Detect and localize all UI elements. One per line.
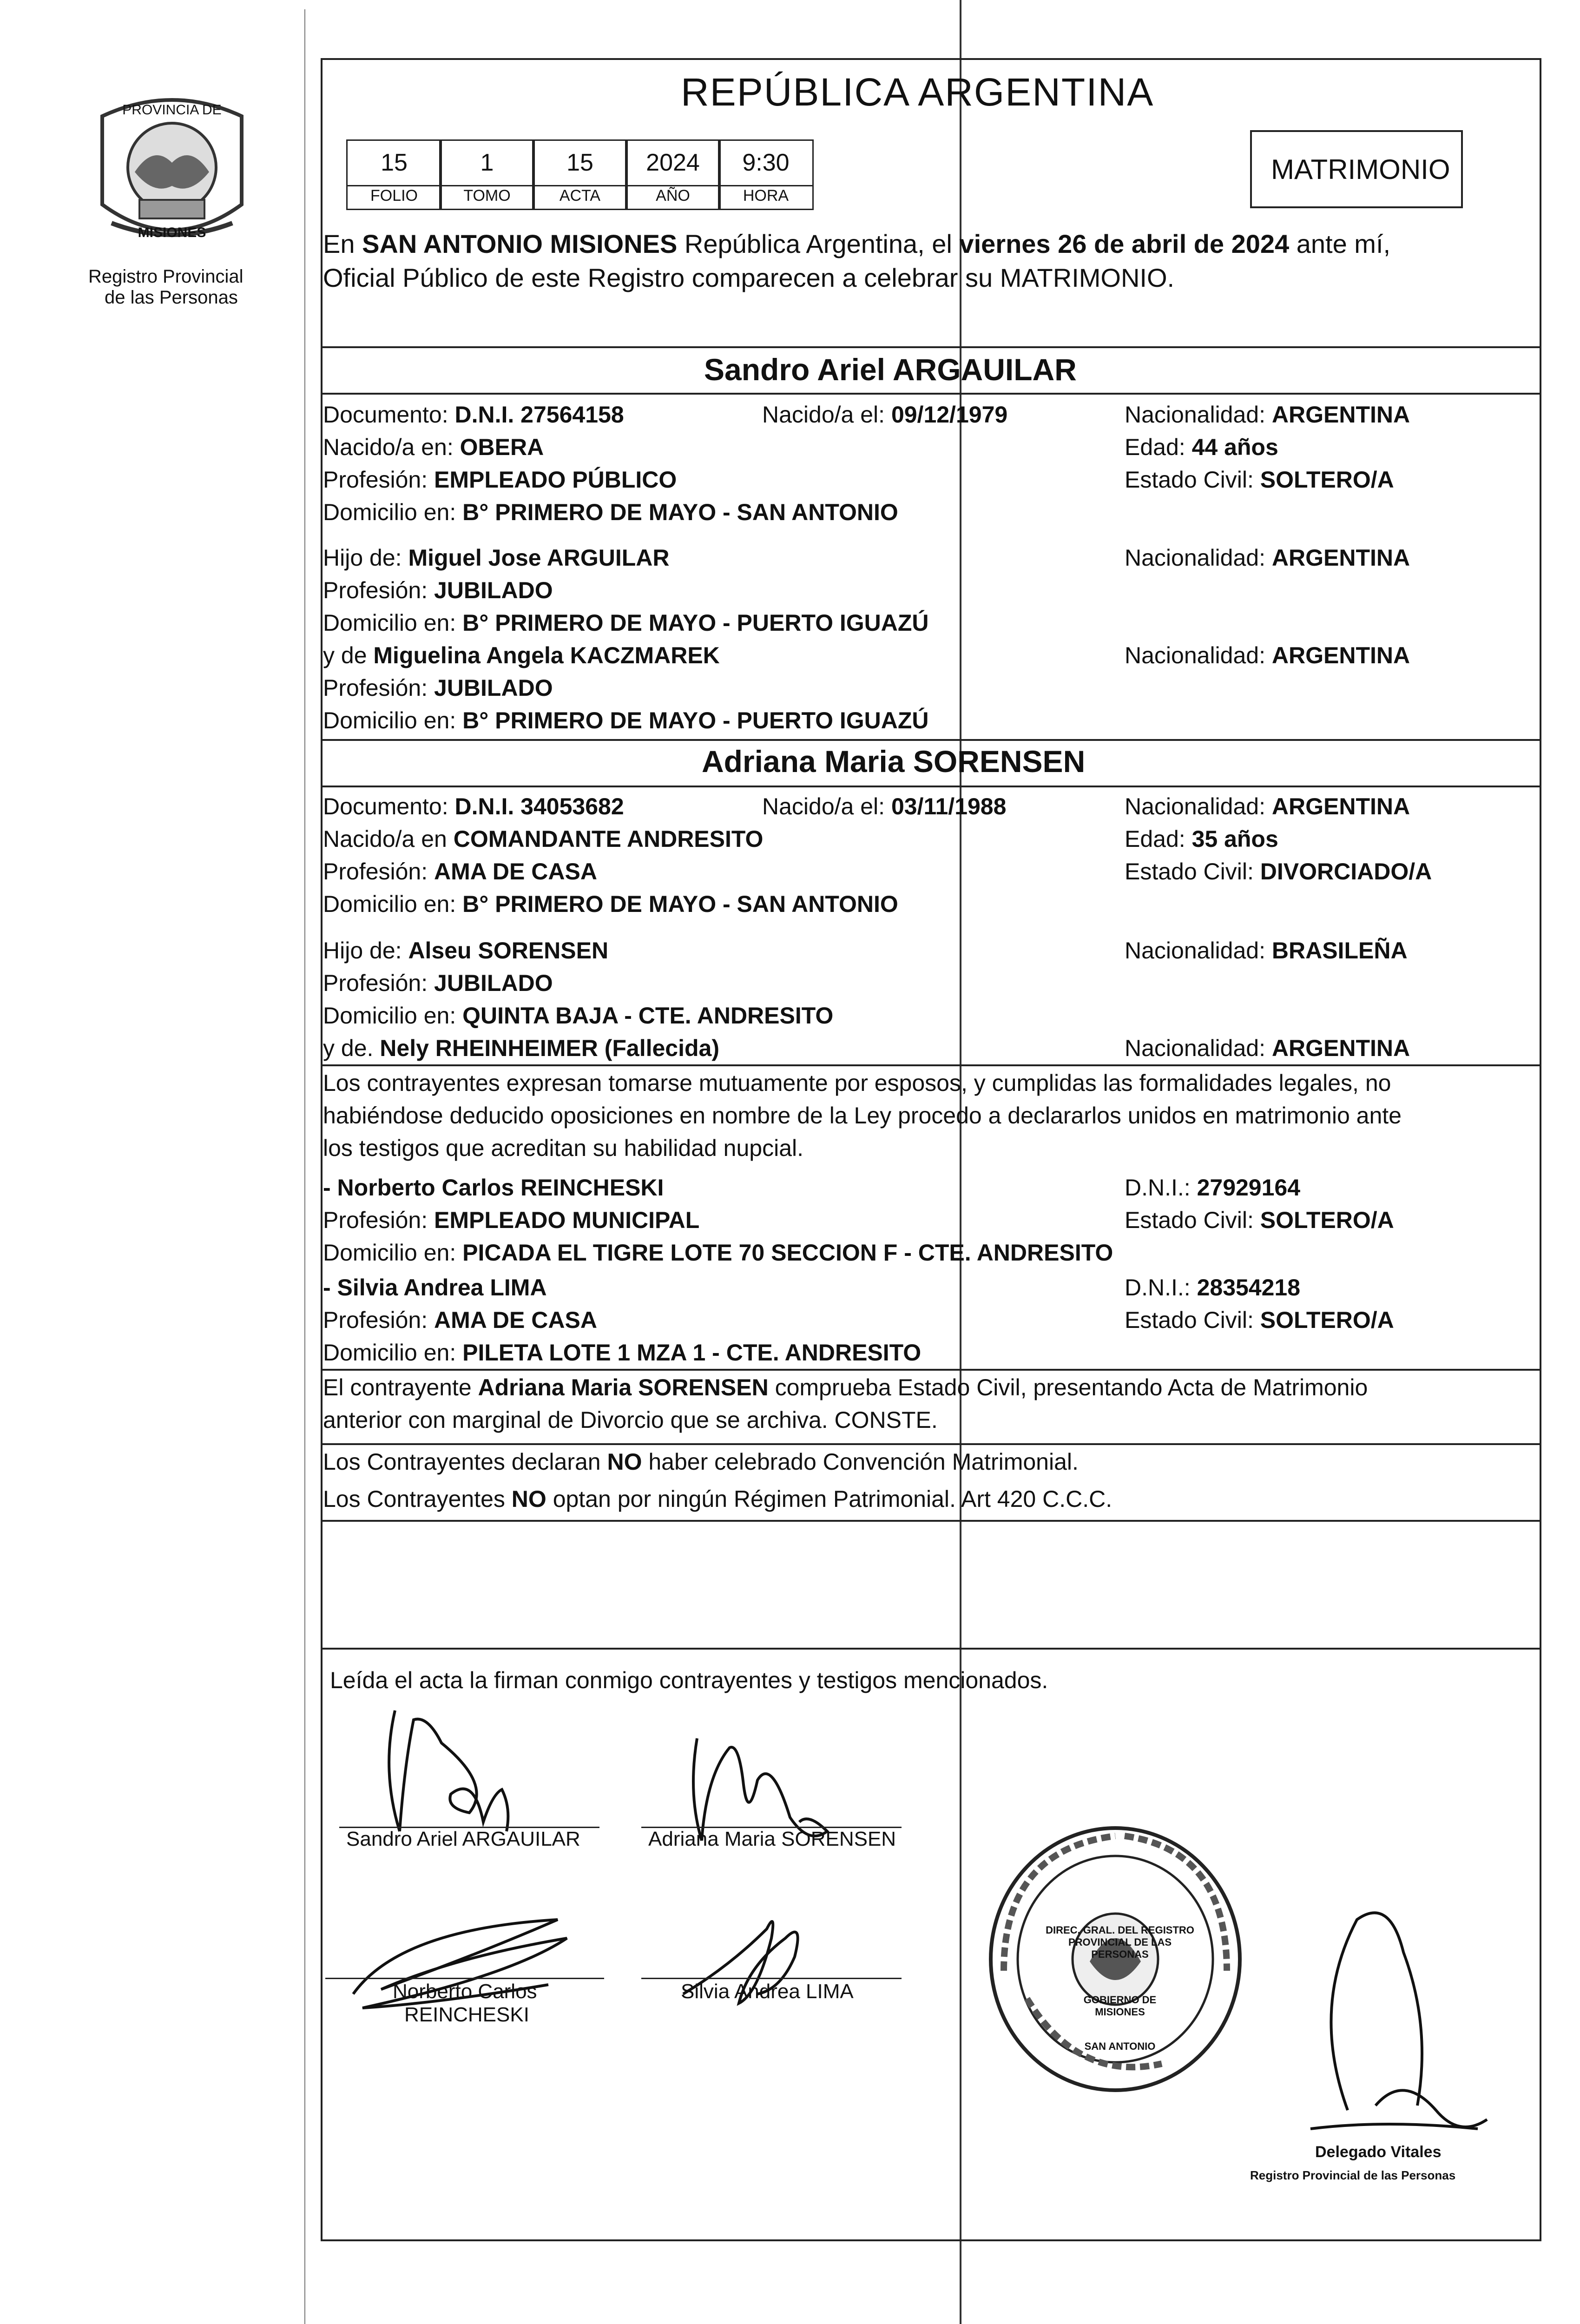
rule-c1-name <box>321 393 1540 395</box>
c1-civil: Estado Civil: SOLTERO/A <box>1125 467 1394 493</box>
c1-mother-nat: Nacionalidad: ARGENTINA <box>1125 642 1410 668</box>
witness1-civil: Estado Civil: SOLTERO/A <box>1125 1207 1394 1233</box>
c2-age: Edad: 35 años <box>1125 826 1278 852</box>
acta-label: ACTA <box>532 185 628 210</box>
c1-father: Hijo de: Miguel Jose ARGUILAR <box>323 545 670 571</box>
frame-left <box>321 58 323 2240</box>
registry-logo-text: PROVINCIA DE MISIONES <box>122 102 222 240</box>
rule-c1-top <box>321 346 1540 348</box>
c2-born: Nacido/a el: 03/11/1988 <box>762 793 1007 819</box>
declaration-line3: los testigos que acreditan su habilidad nupcial. <box>323 1135 804 1161</box>
official-stamp-inner-text: GOBIERNO DE MISIONES <box>1083 1994 1157 2018</box>
witness1-dom: Domicilio en: PICADA EL TIGRE LOTE 70 SECCION F - CTE. ANDRESITO <box>323 1240 1113 1266</box>
hora-label: HORA <box>718 185 814 210</box>
left-margin-rule <box>304 9 305 2324</box>
signature-witness1-name-1: Norberto Carlos <box>393 1980 537 2003</box>
witness1-dni: D.N.I.: 27929164 <box>1125 1175 1301 1201</box>
official-name: Delegado Vitales <box>1315 2143 1442 2161</box>
hora-value: 9:30 <box>718 139 814 186</box>
witness2-dom: Domicilio en: PILETA LOTE 1 MZA 1 - CTE. ANDRESITO <box>323 1340 922 1366</box>
c2-doc: Documento: D.N.I. 34053682 <box>323 793 624 819</box>
contrayente2-name: Adriana Maria SORENSEN <box>702 744 1086 779</box>
rule-note-top <box>321 1369 1540 1371</box>
c1-doc: Documento: D.N.I. 27564158 <box>323 402 624 428</box>
intro-line2: Oficial Público de este Registro comparecen a celebrar su MATRIMONIO. <box>323 263 1175 292</box>
signature-groom-name: Sandro Ariel ARGAUILAR <box>346 1828 580 1850</box>
c1-age: Edad: 44 años <box>1125 434 1278 460</box>
folio-value: 15 <box>346 139 442 186</box>
registry-name-line2: de las Personas <box>105 287 238 308</box>
witness2-civil: Estado Civil: SOLTERO/A <box>1125 1307 1394 1333</box>
declaration-line2: habiéndose deducido oposiciones en nombre de la Ley procedo a declararlos unidos en matrimonio ante <box>323 1103 1402 1129</box>
c1-born: Nacido/a el: 09/12/1979 <box>762 402 1008 428</box>
center-scan-line <box>960 0 961 2324</box>
signature-witness1-line <box>325 1978 604 1979</box>
anio-value: 2024 <box>625 139 721 186</box>
rule-declaration-top <box>321 1064 1540 1066</box>
signature-groom <box>372 1701 586 1848</box>
c2-civil: Estado Civil: DIVORCIADO/A <box>1125 858 1432 885</box>
official-signature <box>1264 1887 1524 2150</box>
tomo-label: TOMO <box>439 185 535 210</box>
c1-place: Nacido/a en: OBERA <box>323 434 544 460</box>
c1-mother: y de Miguelina Angela KACZMAREK <box>323 642 720 668</box>
c2-place: Nacido/a en COMANDANTE ANDRESITO <box>323 826 764 852</box>
witness2-prof: Profesión: AMA DE CASA <box>323 1307 597 1333</box>
folio-label: FOLIO <box>346 185 442 210</box>
tomo-value: 1 <box>439 139 535 186</box>
rule-regime-top <box>321 1443 1540 1445</box>
contrayente1-name: Sandro Ariel ARGAUILAR <box>704 352 1077 387</box>
rule-c2-top <box>321 739 1540 741</box>
signature-witness2-name: Silvia Andrea LIMA <box>681 1980 854 2003</box>
witness1-prof: Profesión: EMPLEADO MUNICIPAL <box>323 1207 700 1233</box>
anio-label: AÑO <box>625 185 721 210</box>
c2-mother: y de. Nely RHEINHEIMER (Fallecida) <box>323 1035 720 1061</box>
signature-witness2-line <box>641 1978 902 1979</box>
note-line1: El contrayente Adriana Maria SORENSEN comprueba Estado Civil, presentando Acta de Matrimonio <box>323 1374 1368 1400</box>
c2-mother-nat: Nacionalidad: ARGENTINA <box>1125 1035 1410 1061</box>
rule-closing-top <box>321 1648 1540 1650</box>
c2-dom: Domicilio en: B° PRIMERO DE MAYO - SAN ANTONIO <box>323 891 898 917</box>
witness2-dni: D.N.I.: 28354218 <box>1125 1274 1301 1301</box>
frame-top <box>321 58 1540 60</box>
note-line2: anterior con marginal de Divorcio que se archiva. CONSTE. <box>323 1407 938 1433</box>
acta-value: 15 <box>532 139 628 186</box>
c1-mother-prof: Profesión: JUBILADO <box>323 675 553 701</box>
c2-father-dom: Domicilio en: QUINTA BAJA - CTE. ANDRESITO <box>323 1003 834 1029</box>
country-title: REPÚBLICA ARGENTINA <box>681 70 1154 114</box>
rule-empty-top <box>321 1520 1540 1522</box>
signature-bride-name: Adriana Maria SORENSEN <box>648 1828 896 1850</box>
regime-line1: Los Contrayentes declaran NO haber celebrado Convención Matrimonial. <box>323 1449 1079 1475</box>
c2-prof: Profesión: AMA DE CASA <box>323 858 597 885</box>
doc-type: MATRIMONIO <box>1271 154 1450 185</box>
registry-name-line1: Registro Provincial <box>88 266 244 287</box>
declaration-line1: Los contrayentes expresan tomarse mutuamente por esposos, y cumplidas las formalidades legales, no <box>323 1070 1391 1096</box>
closing-text: Leída el acta la firman conmigo contrayentes y testigos mencionados. <box>330 1667 1048 1693</box>
intro-line1: En SAN ANTONIO MISIONES República Argentina, el viernes 26 de abril de 2024 ante mí, <box>323 229 1391 258</box>
frame-bottom <box>321 2239 1541 2241</box>
official-stamp-ring-text: DIREC. GRAL. DEL REGISTRO PROVINCIAL DE LAS PERSONAS <box>1046 1924 1194 1960</box>
c2-father-nat: Nacionalidad: BRASILEÑA <box>1125 938 1408 964</box>
witness1-name: - Norberto Carlos REINCHESKI <box>323 1175 664 1201</box>
official-stamp-bottom-text: SAN ANTONIO <box>1084 2040 1156 2052</box>
c2-father-prof: Profesión: JUBILADO <box>323 970 553 996</box>
c2-father: Hijo de: Alseu SORENSEN <box>323 938 609 964</box>
regime-line2: Los Contrayentes NO optan por ningún Régimen Patrimonial. Art 420 C.C.C. <box>323 1486 1113 1512</box>
rule-c2-name <box>321 786 1540 787</box>
c1-prof: Profesión: EMPLEADO PÚBLICO <box>323 467 677 493</box>
c1-mother-dom: Domicilio en: B° PRIMERO DE MAYO - PUERTO IGUAZÚ <box>323 707 929 733</box>
c1-father-prof: Profesión: JUBILADO <box>323 577 553 603</box>
witness2-name: - Silvia Andrea LIMA <box>323 1274 547 1301</box>
c1-nat: Nacionalidad: ARGENTINA <box>1125 402 1410 428</box>
c1-father-dom: Domicilio en: B° PRIMERO DE MAYO - PUERTO IGUAZÚ <box>323 610 929 636</box>
c1-father-nat: Nacionalidad: ARGENTINA <box>1125 545 1410 571</box>
official-title: Registro Provincial de las Personas <box>1250 2168 1456 2182</box>
c1-dom: Domicilio en: B° PRIMERO DE MAYO - SAN ANTONIO <box>323 499 898 525</box>
signature-witness1-name-2: REINCHESKI <box>404 2003 529 2026</box>
frame-right <box>1540 58 1541 2240</box>
c2-nat: Nacionalidad: ARGENTINA <box>1125 793 1410 819</box>
